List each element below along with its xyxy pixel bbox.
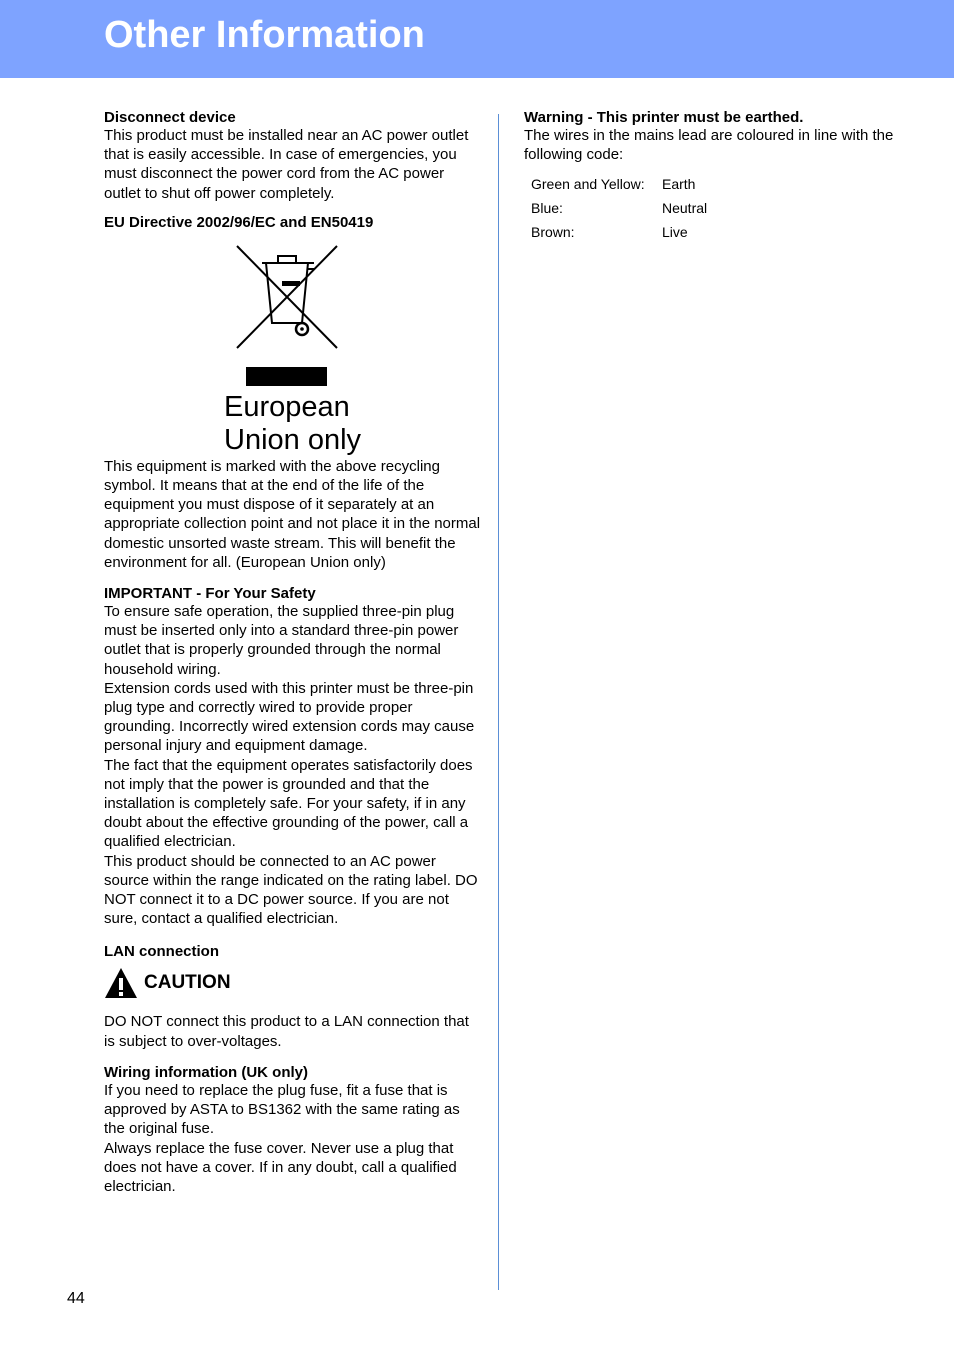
weee-symbol-block bbox=[104, 231, 482, 457]
eu-directive-heading: EU Directive 2002/96/EC and EN50419 bbox=[104, 213, 374, 231]
right-column bbox=[524, 110, 904, 244]
safety-paragraph-4: This product should be connected to an AC power source within the range indicated on the rating label. DO NOT connect it to a DC power source. If you are not sure, contact a qualified electrician. bbox=[104, 852, 478, 928]
disconnect-heading: Disconnect device bbox=[104, 109, 236, 126]
wiring-paragraph-1: If you need to replace the plug fuse, fit a fuse that is approved by ASTA to BS1362 with the same rating as the original fuse. bbox=[104, 1081, 460, 1138]
lan-body: DO NOT connect this product to a LAN connection that is subject to over-voltages. bbox=[104, 1013, 469, 1050]
caution-label: CAUTION bbox=[144, 972, 231, 994]
page-number: 44 bbox=[67, 1290, 85, 1307]
safety-heading: IMPORTANT - For Your Safety bbox=[104, 585, 316, 603]
eu-only-label-line1: European bbox=[224, 390, 350, 423]
left-column bbox=[104, 110, 482, 1196]
eu-only-label-line2: Union only bbox=[224, 423, 362, 456]
safety-paragraph-2: Extension cords used with this printer must be three-pin plug type and correctly wired to provide proper grounding. Incorrectly wired extension cords may cause personal injury and equipment damage. bbox=[104, 679, 475, 755]
warning-triangle-icon bbox=[104, 967, 138, 999]
warning-body: The wires in the mains lead are coloured in line with the following code: bbox=[524, 127, 894, 164]
lan-heading: LAN connection bbox=[104, 943, 219, 961]
eu-only-label bbox=[224, 391, 361, 457]
wire-color-cell: Green and Yellow: bbox=[531, 176, 645, 193]
crossed-out-wheelie-bin-icon bbox=[236, 245, 338, 349]
caution-notice bbox=[104, 966, 482, 1000]
header-band bbox=[0, 0, 954, 78]
table-row bbox=[526, 196, 712, 220]
wire-color-table bbox=[526, 172, 712, 244]
wire-color-cell: Brown: bbox=[531, 224, 575, 241]
page-title: Other Information bbox=[104, 14, 425, 56]
wire-meaning-cell: Neutral bbox=[662, 200, 708, 217]
column-divider bbox=[498, 114, 499, 1290]
safety-paragraph-3: The fact that the equipment operates satisfactorily does not imply that the power is grounded and that the installation is completely safe. For your safety, if in any doubt about the effective grounding of the power, call a qualified electrician. bbox=[104, 756, 473, 851]
wiring-heading: Wiring information (UK only) bbox=[104, 1063, 309, 1081]
table-row bbox=[526, 172, 712, 196]
warning-heading: Warning - This printer must be earthed. bbox=[524, 109, 804, 126]
disconnect-body: This product must be installed near an AC power outlet that is easily accessible. In case of emergencies, you must disconnect the power cord from the AC power outlet to shut off power completely. bbox=[104, 127, 469, 202]
eu-black-bar bbox=[246, 367, 327, 386]
wiring-paragraph-2: Always replace the fuse cover. Never use a plug that does not have a cover. If in any doubt, call a qualified electrician. bbox=[104, 1139, 457, 1195]
wire-color-cell: Blue: bbox=[531, 200, 563, 217]
eu-directive-body: This equipment is marked with the above recycling symbol. It means that at the end of the life of the equipment you must dispose of it separately at an appropriate collection point and not place it in the normal domestic unsorted waste stream. This will benefit the environment for all. (European Union only) bbox=[104, 457, 481, 571]
safety-paragraph-1: To ensure safe operation, the supplied three-pin plug must be inserted only into a standard three-pin power outlet that is properly grounded through the normal household wiring. bbox=[104, 603, 459, 678]
wire-meaning-cell: Live bbox=[662, 224, 688, 241]
table-row bbox=[526, 220, 712, 244]
wire-meaning-cell: Earth bbox=[662, 176, 696, 193]
